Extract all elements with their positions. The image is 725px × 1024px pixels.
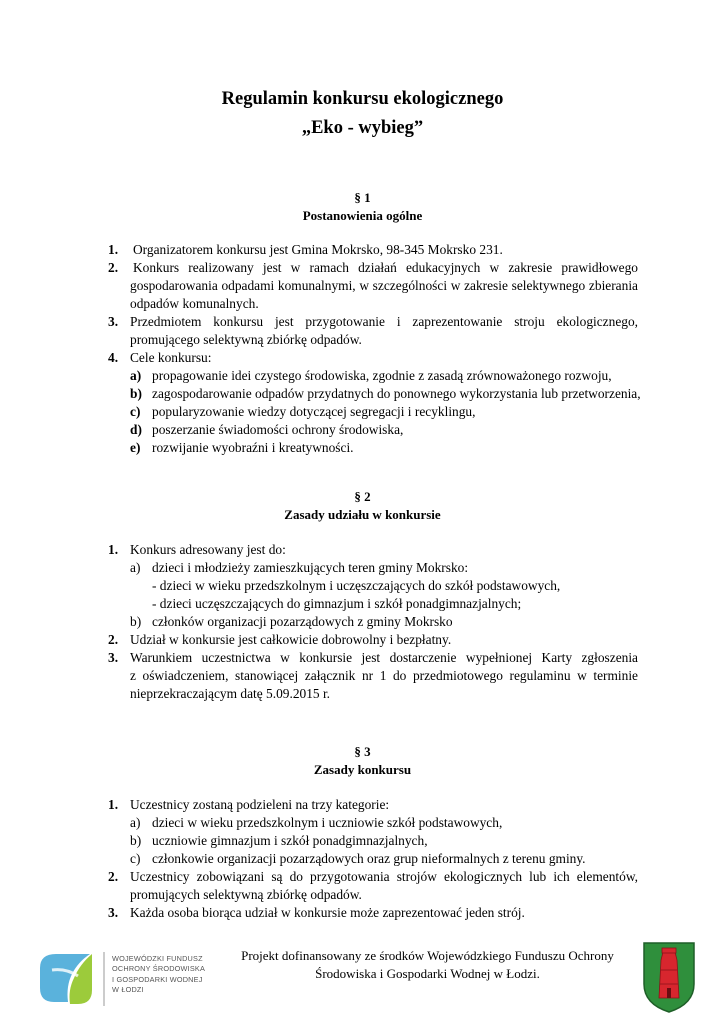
section-3-heading: Zasady konkursu bbox=[313, 762, 412, 777]
document-page: Regulamin konkursu ekologicznego „Eko - wybieg” § 1 Postanowienia ogólne 1. Organizatorem konkursu jest Gmina Mokrsko, 98-345 Mokrsko 231. 2. Konkurs realizowany jest w ramach działań edukacyjnych w zakresie prawidłowego gospodarowania odpadami komunalnymi, w szczególności w zakresie selektywnego zbierania odpadów komunalnych. 3. Przedmiotem konkursu jest przygotowanie i zaprezentowanie stroju ekologicznego, promującego selektywną zbiórkę odpadów. 4. Cele konkursu: a) propagowanie idei czystego środowiska, zgodnie z zasadą zrównoważonego rozwoju, b) zagospodarowanie odpadów przydatnych do ponownego wykorzystania lub przetworzenia, c) popularyzowanie wiedzy dotyczącej segregacji i recyklingu, d) poszerzanie świadomości ochrony środowiska, e) rozwijanie wyobraźni i kreatywności. § 2 Zasady udziału w konkursie 1. Konkurs adresowany jest do: a) dzieci i młodzieży zamieszkujących teren gminy Mokrsko: - dzieci w wieku przedszkolnym i uczęszczających do szkół podstawowych, - dzieci uczęszczających do gimnazjum i szkół ponadgimnazjalnych; b) członków organizacji pozarządowych z gminy Mokrsko 2. Udział w konkursie jest całkowicie dobrowolny i bezpłatny. 3. Warunkiem uczestnictwa w konkursie jest dostarczenie wypełnionej Karty zgłoszenia z oświadczeniem, stanowiącej załącznik nr 1 do przedmiotowego regulaminu w terminie nieprzekraczającym datę 5.09.2015 r. § 3 Zasady konkursu 1. Uczestnicy zostaną podzieleni na trzy kategorie: a) dzieci w wieku przedszkolnym i uczniowie szkół podstawowych, b) uczniowie gimnazjum i szkół ponadgimnazjalnych, c) członkowie organizacji pozarządowych oraz grup nieformalnych z terenu gminy. 2. Uczestnicy zobowiązani są do przygotowania strojów ekologicznych lub ich elementów, promujących selektywną zbiórkę odpadów. 3. Każda osoba biorąca udział w konkursie może zaprezentować jeden strój. WOJEWÓDZKI FUNDUSZ OCHRONY ŚRODOWISKA I GOSPODARKI WODNEJ W ŁODZI Projekt dofinansowany ze środków Wojewódzkiego Funduszu Ochrony Środowiska i Gospodarki Wodnej w Łodzi. bbox=[0, 0, 725, 1024]
section-3-symbol: § 3 bbox=[354, 744, 371, 759]
section-1-symbol: § 1 bbox=[354, 190, 371, 205]
document-title: Regulamin konkursu ekologicznego bbox=[221, 89, 504, 109]
section-2-symbol: § 2 bbox=[354, 489, 371, 504]
section-1-heading: Postanowienia ogólne bbox=[302, 208, 423, 223]
footer-funding-line-1: Projekt dofinansowany ze środków Wojewódzkiego Funduszu Ochrony bbox=[241, 948, 614, 963]
document-subtitle: „Eko - wybieg” bbox=[301, 118, 424, 138]
logo-wordmark: WOJEWÓDZKI FUNDUSZ OCHRONY ŚRODOWISKA I GOSPODARKI WODNEJ W ŁODZI bbox=[112, 954, 206, 995]
footer-funding-line-2: Środowiska i Gospodarki Wodnej w Łodzi. bbox=[315, 966, 540, 981]
section-2-heading: Zasady udziału w konkursie bbox=[284, 507, 441, 522]
coat-of-arms-icon bbox=[641, 940, 697, 1014]
